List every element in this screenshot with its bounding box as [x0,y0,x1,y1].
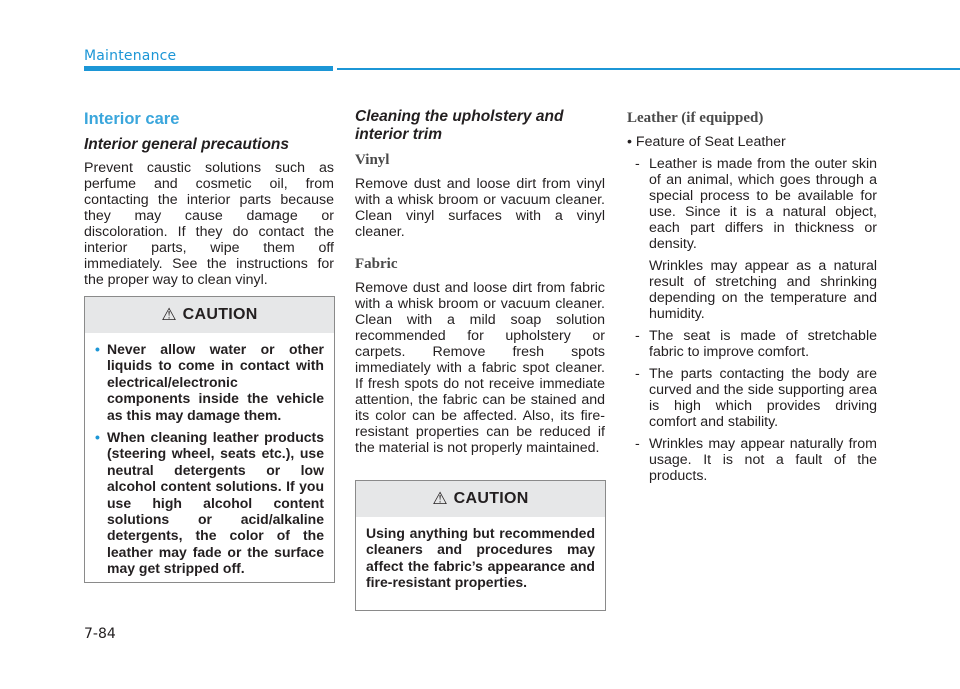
header-rule-thin [337,68,960,70]
leather-bullet [627,134,877,150]
wrinkles-note [627,258,877,322]
leather-heading: Leather (if equipped) [627,110,764,126]
vinyl-heading: Vinyl [355,152,390,168]
leather-item-text: Wrinkles may appear naturally from usage. It is not a fault of the products. [649,436,877,484]
leather-item-text: The parts contacting the body are curved and the side supporting area is high which provides driving comfort and stability. [649,366,877,430]
caution-bullet-text: Never allow water or other liquids to come in contact with electrical/electronic components inside the vehicle as this may damage them. [107,341,324,423]
caution-bullet [95,341,324,423]
section-label: Maintenance [84,48,177,64]
dash-marker: - [635,156,640,172]
caution-bullet [95,429,324,577]
caution-box [355,480,606,611]
header-rule-thick [84,66,333,71]
page-number: 7-84 [84,626,116,642]
vinyl-paragraph: Remove dust and loose dirt from vinyl with a whisk broom or vacuum cleaner. Clean vinyl surfaces with a vinyl cleaner. [355,176,605,240]
left-column [84,108,334,288]
leather-item-text: Leather is made from the outer skin of an animal, which goes through a special process to be available for use. Since it is a natural object, each part differs in thickness or density. [649,156,877,252]
dash-marker: - [635,366,640,382]
right-column [627,108,877,490]
leather-item [627,366,877,430]
fabric-heading: Fabric [355,256,398,272]
dash-marker: - [635,328,640,344]
dash-marker: - [635,436,640,452]
caution-bullet-text: When cleaning leather products (steering wheel, seats etc.), use neutral detergents or low alcohol content solutions. If you use high alcohol content solutions or acid/alkaline detergents, the color of the leather may fade or the surface may get stripped off. [107,429,324,577]
warning-triangle-icon: ⚠ [432,489,448,508]
bullet-dot-icon: • [95,429,100,446]
caution-box [84,296,335,583]
leather-item [627,436,877,484]
caution-body [356,517,605,601]
leather-item-text: The seat is made of stretchable fabric to improve comfort. [649,328,877,360]
caution-title: CAUTION [453,490,529,507]
subsection-title: Cleaning the upholstery and interior trim [355,108,564,143]
leather-item [627,156,877,252]
caution-header [85,297,334,333]
caution-header [356,481,605,517]
middle-column [355,108,605,456]
caution-body [85,333,334,593]
caution-text: Using anything but recommended cleaners and procedures may affect the fabric’s appearance and fire-resistant properties. [366,525,595,591]
precautions-paragraph: Prevent caustic solutions such as perfume and cosmetic oil, from contacting the interior parts because they may cause damage or discoloration. If they do contact the interior parts, wipe them off immediately. See the instructions for the proper way to clean vinyl. [84,160,334,288]
subsection-title: Interior general precautions [84,136,289,153]
bullet-dot-icon: • [95,341,100,357]
leather-item [627,328,877,360]
section-title: Interior care [84,110,180,128]
bullet-dot-icon: • [627,134,632,150]
caution-title: CAUTION [182,306,258,323]
wrinkles-note-text: Wrinkles may appear as a natural result of stretching and shrinking depending on the temperature and humidity. [649,258,877,322]
warning-triangle-icon: ⚠ [161,305,177,324]
leather-bullet-text: Feature of Seat Leather [635,134,786,150]
fabric-paragraph: Remove dust and loose dirt from fabric with a whisk broom or vacuum cleaner. Clean with a mild soap solution recommended for upholstery or carpets. Remove fresh spots immediately with a fabric spot cleaner. If fresh spots do not receive immediate attention, the fabric can be stained and its color can be affected. Also, its fire-resistant properties can be reduced if the material is not properly maintained. [355,280,605,456]
